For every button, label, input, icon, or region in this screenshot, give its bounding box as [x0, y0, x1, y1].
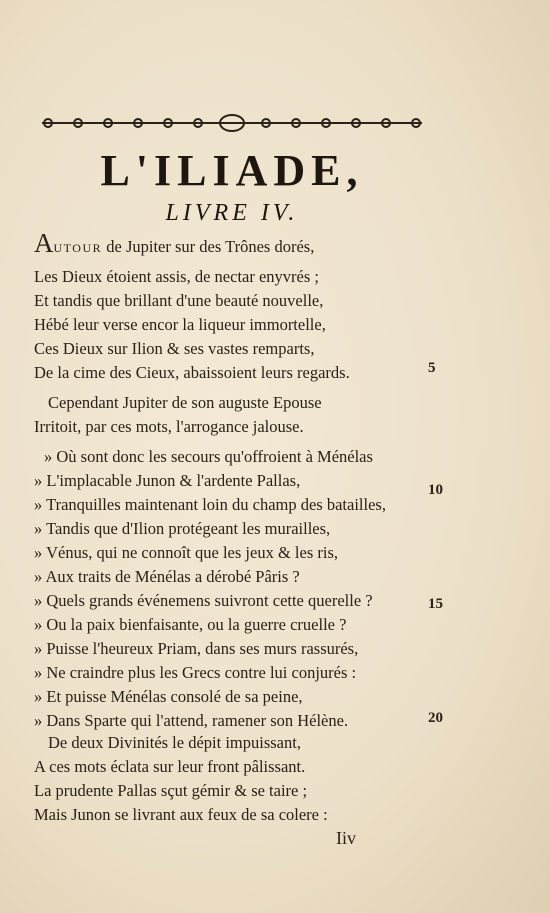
- line-number: 10: [428, 482, 443, 498]
- verse-line: » Puisse l'heureux Priam, dans ses murs rassurés,: [34, 639, 359, 658]
- line-number: 5: [428, 360, 436, 376]
- verse-line: » L'implacable Junon & l'ardente Pallas,: [34, 471, 301, 490]
- verse-line: Cependant Jupiter de son auguste Epouse: [48, 393, 322, 412]
- verse-line: » Où sont donc les secours qu'offroient à Ménélas: [44, 447, 373, 466]
- line-number: 15: [428, 596, 443, 612]
- chapter-title: LIVRE IV.: [165, 200, 299, 226]
- verse-line: A ces mots éclata sur leur front pâlissant.: [34, 757, 306, 776]
- verse-line: La prudente Pallas sçut gémir & se taire ;: [34, 781, 308, 800]
- verse-line: Irritoit, par ces mots, l'arrogance jalouse.: [34, 417, 304, 436]
- verse-line: » Ne craindre plus les Grecs contre lui conjurés :: [34, 663, 357, 682]
- verse-line: Et tandis que brillant d'une beauté nouvelle,: [34, 291, 324, 310]
- drop-cap: A: [34, 228, 54, 258]
- verse-line: » Vénus, qui ne connoît que les jeux & les ris,: [34, 543, 338, 562]
- verse-line: Ces Dieux sur Ilion & ses vastes remparts,: [34, 339, 315, 358]
- verse-text: de Jupiter sur des Trônes dorés,: [102, 237, 315, 256]
- small-caps-word: UTOUR: [53, 241, 103, 255]
- decorative-border-ornament: [38, 112, 426, 134]
- verse-line: » Quels grands événemens suivront cette querelle ?: [34, 591, 373, 610]
- verse-line: Les Dieux étoient assis, de nectar enyvrés ;: [34, 267, 319, 286]
- verse-line: Hébé leur verse encor la liqueur immortelle,: [34, 315, 326, 334]
- verse-line: » Dans Sparte qui l'attend, ramener son Hélène.: [34, 711, 349, 730]
- verse-line: De deux Divinités le dépit impuissant,: [48, 733, 301, 752]
- verse-line: » Aux traits de Ménélas a dérobé Pâris ?: [34, 567, 300, 586]
- verse-line: » Ou la paix bienfaisante, ou la guerre cruelle ?: [34, 615, 347, 634]
- verse-line: » Tranquilles maintenant loin du champ des batailles,: [34, 495, 386, 514]
- book-title: L'ILIADE,: [100, 146, 364, 195]
- verse-line: Mais Junon se livrant aux feux de sa colere :: [34, 805, 328, 824]
- signature-mark: Iiv: [336, 828, 356, 848]
- line-number: 20: [428, 710, 443, 726]
- verse-line-1: [34, 228, 315, 259]
- verse-line: De la cime des Cieux, abaissoient leurs regards.: [34, 363, 350, 382]
- verse-line: » Tandis que d'Ilion protégeant les murailles,: [34, 519, 331, 538]
- verse-line: » Et puisse Ménélas consolé de sa peine,: [34, 687, 303, 706]
